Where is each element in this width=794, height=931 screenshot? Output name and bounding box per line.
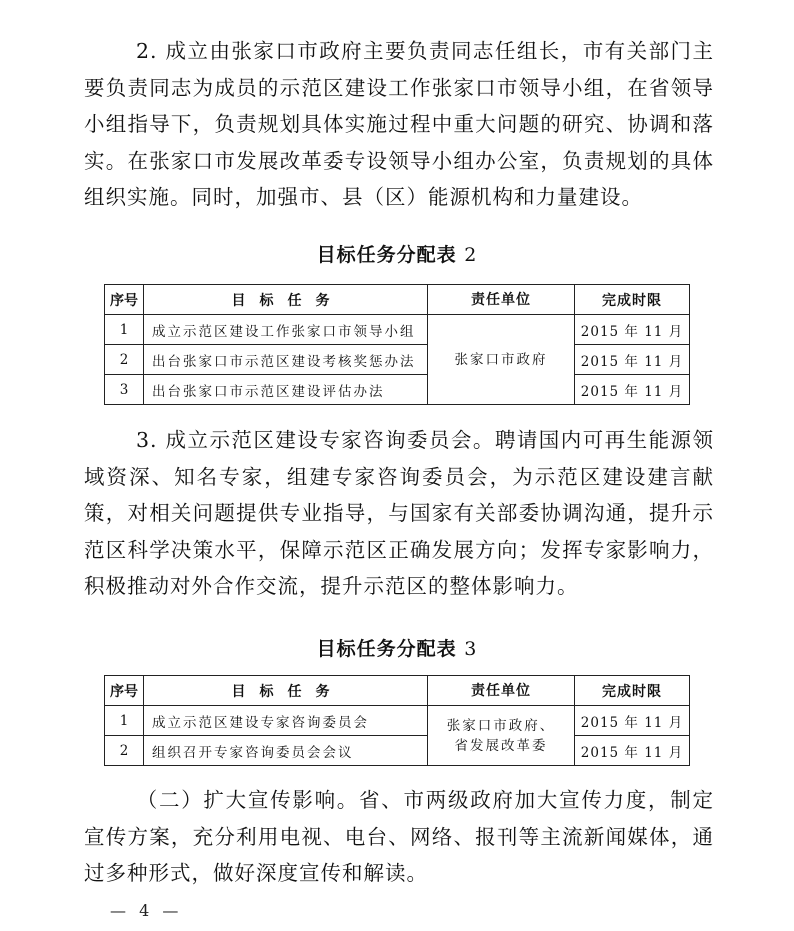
paragraph-publicity [84,782,714,892]
task-table-2 [104,284,690,405]
table-header-row [105,285,690,315]
page-number: — 4 — [110,901,183,920]
paragraph-expert-committee [84,422,714,605]
table-row [105,736,690,766]
table-row [105,345,690,375]
header-task: 目标任务 [144,676,428,706]
row-date: 2015 年 11 月 [575,706,690,736]
row-no: 2 [105,736,144,766]
row-unit [428,706,575,766]
table-row [105,315,690,345]
table-caption-3: 目标任务分配表 3 [316,638,478,660]
row-no: 1 [105,706,144,736]
paragraph-text: 2. 成立由张家口市政府主要负责同志任组长，市有关部门主要负责同志为成员的示范区建设工作张家口市领导小组，在省领导小组指导下，负责规划具体实施过程中重大问题的研究、协调和落实。在张家口市发展改革委专设领导小组办公室，负责规划的具体组织实施。同时，加强市、县（区）能源机构和力量建设。 [84,39,714,210]
header-no: 序号 [105,285,144,315]
table-caption-2: 目标任务分配表 2 [316,244,478,266]
table-row [105,375,690,405]
row-no: 3 [105,375,144,405]
unit-line-1: 张家口市政府、 [446,717,556,734]
header-no: 序号 [105,676,144,706]
paragraph-leadership-group [84,33,714,216]
row-date: 2015 年 11 月 [575,375,690,405]
header-date: 完成时限 [575,285,690,315]
unit-line-2: 省发展改革委 [454,737,548,754]
row-unit: 张家口市政府 [428,315,575,405]
row-date: 2015 年 11 月 [575,736,690,766]
header-unit: 责任单位 [428,285,575,315]
paragraph-text: 3. 成立示范区建设专家咨询委员会。聘请国内可再生能源领域资深、知名专家，组建专家咨询委员会，为示范区建设建言献策，对相关问题提供专业指导，与国家有关部委协调沟通，提升示范区科学决策水平，保障示范区正确发展方向；发挥专家影响力，积极推动对外合作交流，提升示范区的整体影响力。 [84,428,714,599]
paragraph-text: （二）扩大宣传影响。省、市两级政府加大宣传力度，制定宣传方案，充分利用电视、电台、网络、报刊等主流新闻媒体，通过多种形式，做好深度宣传和解读。 [84,788,714,886]
task-table-3 [104,675,690,766]
header-unit: 责任单位 [428,676,575,706]
table-header-row [105,676,690,706]
row-date: 2015 年 11 月 [575,345,690,375]
row-task: 成立示范区建设专家咨询委员会 [144,706,428,736]
row-no: 1 [105,315,144,345]
row-task: 出台张家口市示范区建设考核奖惩办法 [144,345,428,375]
row-task: 出台张家口市示范区建设评估办法 [144,375,428,405]
table-row [105,706,690,736]
row-date: 2015 年 11 月 [575,315,690,345]
row-task: 成立示范区建设工作张家口市领导小组 [144,315,428,345]
row-task: 组织召开专家咨询委员会会议 [144,736,428,766]
header-date: 完成时限 [575,676,690,706]
row-no: 2 [105,345,144,375]
header-task: 目标任务 [144,285,428,315]
